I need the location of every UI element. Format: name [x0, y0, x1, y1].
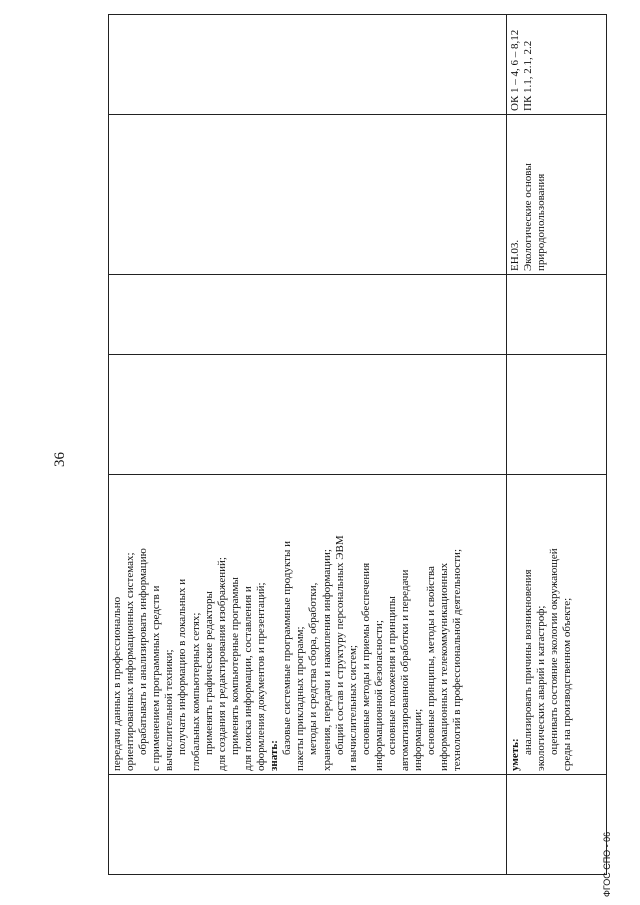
- content-line: автоматизированной обработки и передачи: [399, 569, 412, 771]
- discipline-cell: [507, 115, 607, 275]
- content-line: глобальных компьютерных сетях;: [189, 612, 202, 771]
- content-line: анализировать причины возникновения: [522, 569, 535, 755]
- content-line: передачи данных в профессионально: [111, 596, 123, 771]
- content-line: обрабатывать и анализировать информацию: [137, 548, 150, 755]
- section-heading: знать:: [268, 740, 281, 771]
- content-line: применять компьютерные программы: [228, 577, 241, 755]
- content-line: вычислительной техники;: [163, 649, 176, 771]
- content-line: и вычислительных систем;: [346, 645, 359, 771]
- content-line: информационных и телекоммуникационных: [438, 562, 451, 771]
- content-line: оценивать состояние экологии окружающей: [548, 548, 561, 755]
- content-line: базовые системные программные продукты и: [281, 540, 294, 755]
- empty-cell: [507, 355, 607, 475]
- competencies-cell: [507, 15, 607, 115]
- content-line: общий состав и структуру персональных ЭВМ: [333, 535, 346, 755]
- content-lines: [111, 478, 465, 771]
- competency-content-cell: [507, 475, 607, 775]
- footer-label: ФГОС СПО - 06: [602, 831, 612, 897]
- content-line: хранения, передачи и накопления информации;: [320, 549, 333, 771]
- content-line: с применением программных средств и: [150, 585, 163, 771]
- empty-cell: [109, 275, 507, 355]
- curriculum-table: [108, 14, 607, 875]
- content-line: пакеты прикладных программ;: [294, 626, 307, 771]
- content-line: технологий в профессиональной деятельности;: [451, 549, 464, 771]
- content-line: применять графические редакторы: [202, 591, 215, 755]
- empty-cell: [109, 355, 507, 475]
- section-heading: уметь:: [509, 738, 521, 771]
- empty-cell: [109, 15, 507, 115]
- empty-cell: [507, 275, 607, 355]
- empty-cell: [507, 775, 607, 875]
- discipline-name: Экологические основы природопользования: [522, 163, 548, 271]
- table-row: [109, 15, 507, 875]
- content-line: методы и средства сбора, обработки,: [307, 582, 320, 755]
- content-line: оформления документов и презентаций;: [255, 582, 268, 771]
- content-line: для создания и редактирования изображений;: [215, 557, 228, 771]
- content-lines: [509, 478, 574, 771]
- content-line: информации;: [412, 708, 425, 771]
- content-line: основные принципы, методы и свойства: [425, 566, 438, 755]
- content-line: получать информацию в локальных и: [176, 578, 189, 755]
- competencies-pk: ПК 1.1, 2.1, 2.2: [522, 40, 535, 111]
- empty-cell: [109, 115, 507, 275]
- content-line: для поиска информации, составления и: [241, 586, 254, 771]
- content-line: ориентированных информационных системах;: [124, 552, 137, 771]
- discipline-index: ЕН.03.: [509, 239, 521, 271]
- competencies-ok: ОК 1 – 4, 6 – 8,12: [509, 29, 521, 111]
- empty-cell: [109, 775, 507, 875]
- page-number: 36: [52, 452, 68, 467]
- content-line: среды на производственном объекте;: [561, 597, 574, 771]
- content-line: экологических аварий и катастроф;: [535, 605, 548, 771]
- content-line: основные положения и принципы: [385, 596, 398, 755]
- content-line: основные методы и приемы обеспечения: [359, 562, 372, 755]
- table-row: [507, 15, 607, 875]
- competency-content-cell: [109, 475, 507, 775]
- content-line: информационной безопасности;: [372, 620, 385, 771]
